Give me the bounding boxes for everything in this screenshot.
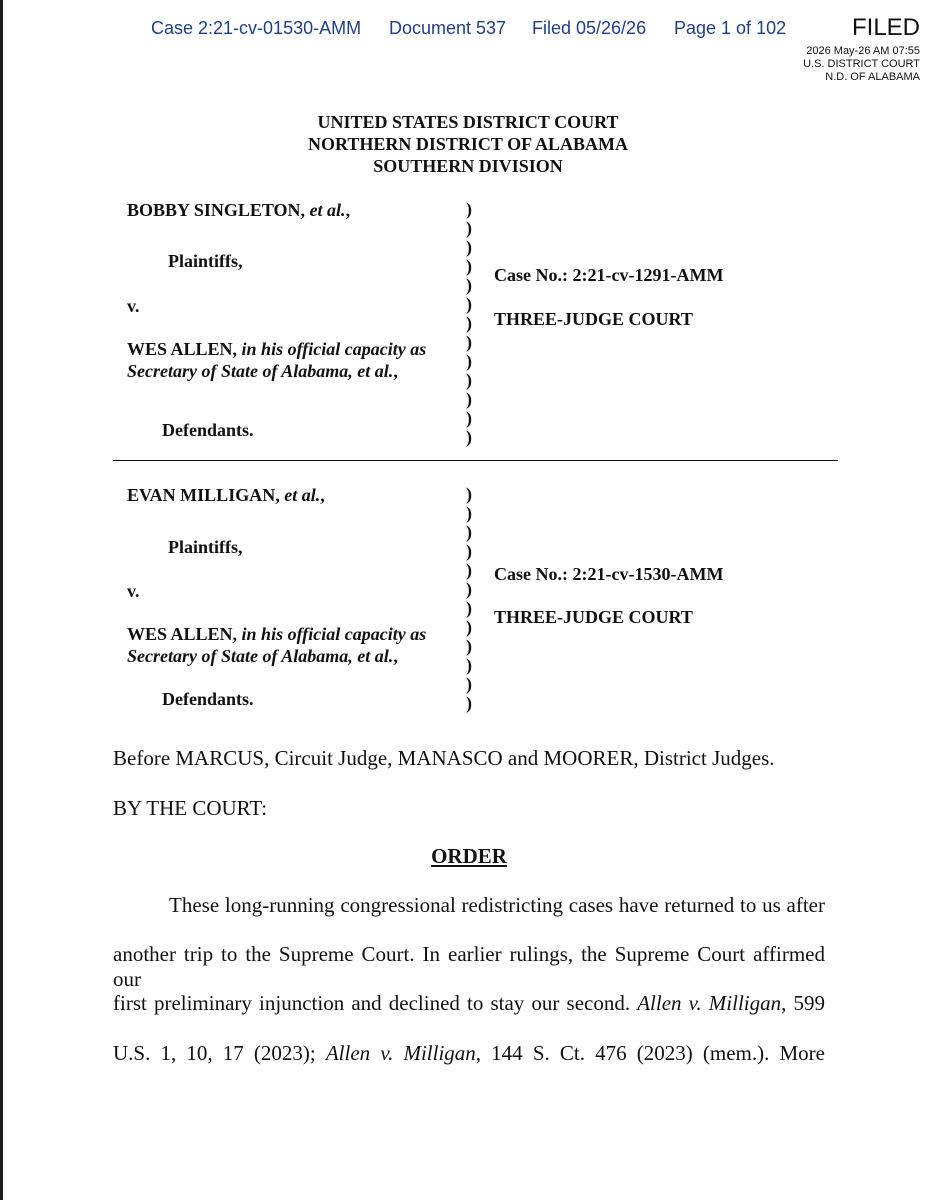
ecf-page-count: Page 1 of 102 xyxy=(674,18,787,38)
caption1-defendant-line2: Secretary of State of Alabama, et al., xyxy=(127,361,398,381)
caption2-defendants-label: Defendants. xyxy=(162,689,254,709)
caption2-versus: v. xyxy=(127,581,140,601)
by-the-court-line: BY THE COURT: xyxy=(113,796,268,820)
page-left-edge xyxy=(0,0,3,1200)
ecf-filed-date: Filed 05/26/26 xyxy=(532,18,647,38)
court-heading-line1: UNITED STATES DISTRICT COURT xyxy=(317,112,619,132)
panel-judges-line: Before MARCUS, Circuit Judge, MANASCO and MOORER, District Judges. xyxy=(113,746,775,770)
caption1-versus: v. xyxy=(127,296,140,316)
order-paragraph-line2: another trip to the Supreme Court. In earlier rulings, the Supreme Court affirmed our xyxy=(113,942,825,991)
order-paragraph-line3: first preliminary injunction and declined to stay our second. Allen v. Milligan, 599 xyxy=(113,991,825,1015)
caption-divider xyxy=(113,460,838,461)
caption1-paren-column: ) ) ) ) ) ) ) ) ) ) ) ) ) xyxy=(466,199,472,447)
caption2-plaintiff: EVAN MILLIGAN, et al., xyxy=(127,485,325,505)
filed-stamp-label: FILED xyxy=(851,14,920,41)
ecf-document-number: Document 537 xyxy=(389,18,507,38)
caption1-defendants-label: Defendants. xyxy=(162,420,254,440)
caption1-case-number: Case No.: 2:21-cv-1291-AMM xyxy=(494,265,724,285)
caption2-defendant-line2: Secretary of State of Alabama, et al., xyxy=(127,646,398,666)
ecf-case-number: Case 2:21-cv-01530-AMM xyxy=(151,18,362,38)
caption2-paren-column: ) ) ) ) ) ) ) ) ) ) ) ) xyxy=(466,484,472,713)
order-paragraph-line4: U.S. 1, 10, 17 (2023); Allen v. Milligan, 144 S. Ct. 476 (2023) (mem.). More xyxy=(113,1041,825,1065)
filed-stamp-district: N.D. OF ALABAMA xyxy=(825,71,920,83)
order-paragraph-line1: These long-running congressional redistricting cases have returned to us after xyxy=(169,893,825,917)
filed-stamp-datetime: 2026 May-26 AM 07:55 xyxy=(806,45,920,57)
caption1-plaintiff: BOBBY SINGLETON, et al., xyxy=(127,200,351,220)
caption1-plaintiffs-label: Plaintiffs, xyxy=(168,251,243,271)
caption2-court-type: THREE-JUDGE COURT xyxy=(494,607,693,627)
court-heading-line3: SOUTHERN DIVISION xyxy=(373,156,563,176)
caption2-plaintiffs-label: Plaintiffs, xyxy=(168,537,243,557)
order-title: ORDER xyxy=(431,844,507,868)
court-heading-line2: NORTHERN DISTRICT OF ALABAMA xyxy=(308,134,628,154)
caption1-court-type: THREE-JUDGE COURT xyxy=(494,309,693,329)
caption1-defendant: WES ALLEN, in his official capacity as xyxy=(127,339,427,359)
caption2-defendant: WES ALLEN, in his official capacity as xyxy=(127,624,427,644)
caption2-case-number: Case No.: 2:21-cv-1530-AMM xyxy=(494,564,724,584)
filed-stamp-court: U.S. DISTRICT COURT xyxy=(803,58,920,70)
